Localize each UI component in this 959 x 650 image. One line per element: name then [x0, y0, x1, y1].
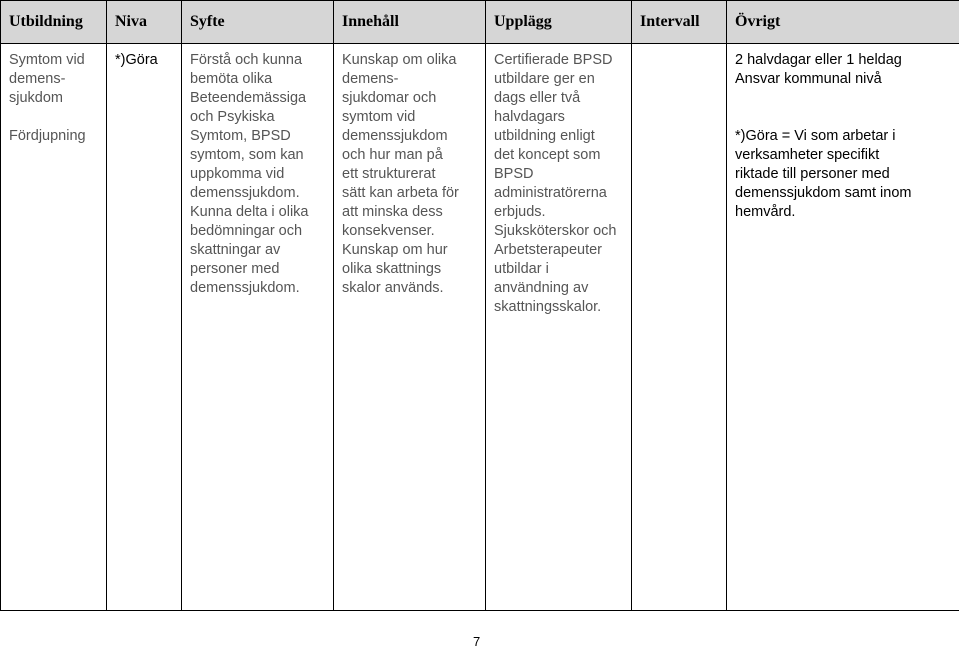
upplagg-line: användning av	[494, 280, 589, 296]
upplagg-line: BPSD	[494, 166, 534, 182]
header-niva: Niva	[107, 1, 182, 44]
innehall-line: symtom vid	[342, 109, 416, 125]
header-innehall: Innehåll	[334, 1, 486, 44]
cell-ovrigt	[727, 44, 959, 611]
line-gap	[9, 108, 100, 127]
syfte-line: skattningar av	[190, 242, 281, 258]
cell-intervall	[632, 44, 727, 611]
upplagg-line: utbildning enligt	[494, 128, 595, 144]
syfte-line: symtom, som kan	[190, 147, 304, 163]
ovrigt-note-line: verksamheter specifikt	[735, 147, 880, 163]
ovrigt-note-line: demenssjukdom samt inom	[735, 185, 912, 201]
syfte-line: uppkomma vid	[190, 166, 285, 182]
header-syfte: Syfte	[182, 1, 334, 44]
ovrigt-note-line: riktade till personer med	[735, 166, 890, 182]
ovrigt-note-line: hemvård.	[735, 204, 796, 220]
cell-upplagg	[486, 44, 632, 611]
utbildning-line: Symtom vid	[9, 52, 85, 68]
syfte-line: och Psykiska	[190, 109, 275, 125]
syfte-line: personer med	[190, 261, 280, 277]
cell-innehall	[334, 44, 486, 611]
upplagg-line: Sjuksköterskor och	[494, 223, 617, 239]
ovrigt-note-line: *)Göra = Vi som arbetar i	[735, 128, 896, 144]
syfte-line: Förstå och kunna	[190, 52, 303, 68]
header-ovrigt: Övrigt	[727, 1, 959, 44]
upplagg-line: halvdagars	[494, 109, 565, 125]
innehall-line: sjukdomar och	[342, 90, 437, 106]
cell-utbildning	[1, 44, 107, 611]
upplagg-line: Arbetsterapeuter	[494, 242, 603, 258]
cell-syfte	[182, 44, 334, 611]
innehall-line: att minska dess	[342, 204, 443, 220]
utbildning-line: demens-	[9, 71, 66, 87]
upplagg-line: administratörerna	[494, 185, 607, 201]
upplagg-line: det koncept som	[494, 147, 601, 163]
cell-niva	[107, 44, 182, 611]
niva-value: *)Göra	[115, 52, 158, 68]
header-row	[1, 1, 959, 44]
utbildning-line: sjukdom	[9, 90, 63, 106]
innehall-line: Kunskap om hur	[342, 242, 448, 258]
innehall-line: sätt kan arbeta för	[342, 185, 459, 201]
syfte-line: Symtom, BPSD	[190, 128, 291, 144]
upplagg-line: utbildare ger en	[494, 71, 595, 87]
upplagg-line: skattningsskalor.	[494, 299, 602, 315]
ovrigt-line: Ansvar kommunal nivå	[735, 71, 882, 87]
line-gap	[735, 89, 953, 127]
syfte-line: demenssjukdom.	[190, 185, 300, 201]
innehall-line: demens-	[342, 71, 399, 87]
innehall-line: Kunskap om olika	[342, 52, 457, 68]
innehall-line: och hur man på	[342, 147, 443, 163]
innehall-line: demenssjukdom	[342, 128, 448, 144]
innehall-line: ett strukturerat	[342, 166, 436, 182]
ovrigt-line: 2 halvdagar eller 1 heldag	[735, 52, 902, 68]
syfte-line: demenssjukdom.	[190, 280, 300, 296]
header-intervall: Intervall	[632, 1, 727, 44]
upplagg-line: dags eller två	[494, 90, 581, 106]
syfte-line: bedömningar och	[190, 223, 303, 239]
utbildning-line: Fördjupning	[9, 128, 86, 144]
header-utbildning: Utbildning	[1, 1, 107, 44]
table-row	[1, 44, 959, 611]
syfte-line: Kunna delta i olika	[190, 204, 309, 220]
page-number: 7	[473, 634, 481, 649]
syfte-line: bemöta olika	[190, 71, 273, 87]
upplagg-line: utbildar i	[494, 261, 549, 277]
innehall-line: konsekvenser.	[342, 223, 435, 239]
header-upplagg: Upplägg	[486, 1, 632, 44]
innehall-line: skalor används.	[342, 280, 444, 296]
innehall-line: olika skattnings	[342, 261, 442, 277]
upplagg-line: Certifierade BPSD	[494, 52, 613, 68]
upplagg-line: erbjuds.	[494, 204, 546, 220]
syfte-line: Beteendemässiga	[190, 90, 307, 106]
